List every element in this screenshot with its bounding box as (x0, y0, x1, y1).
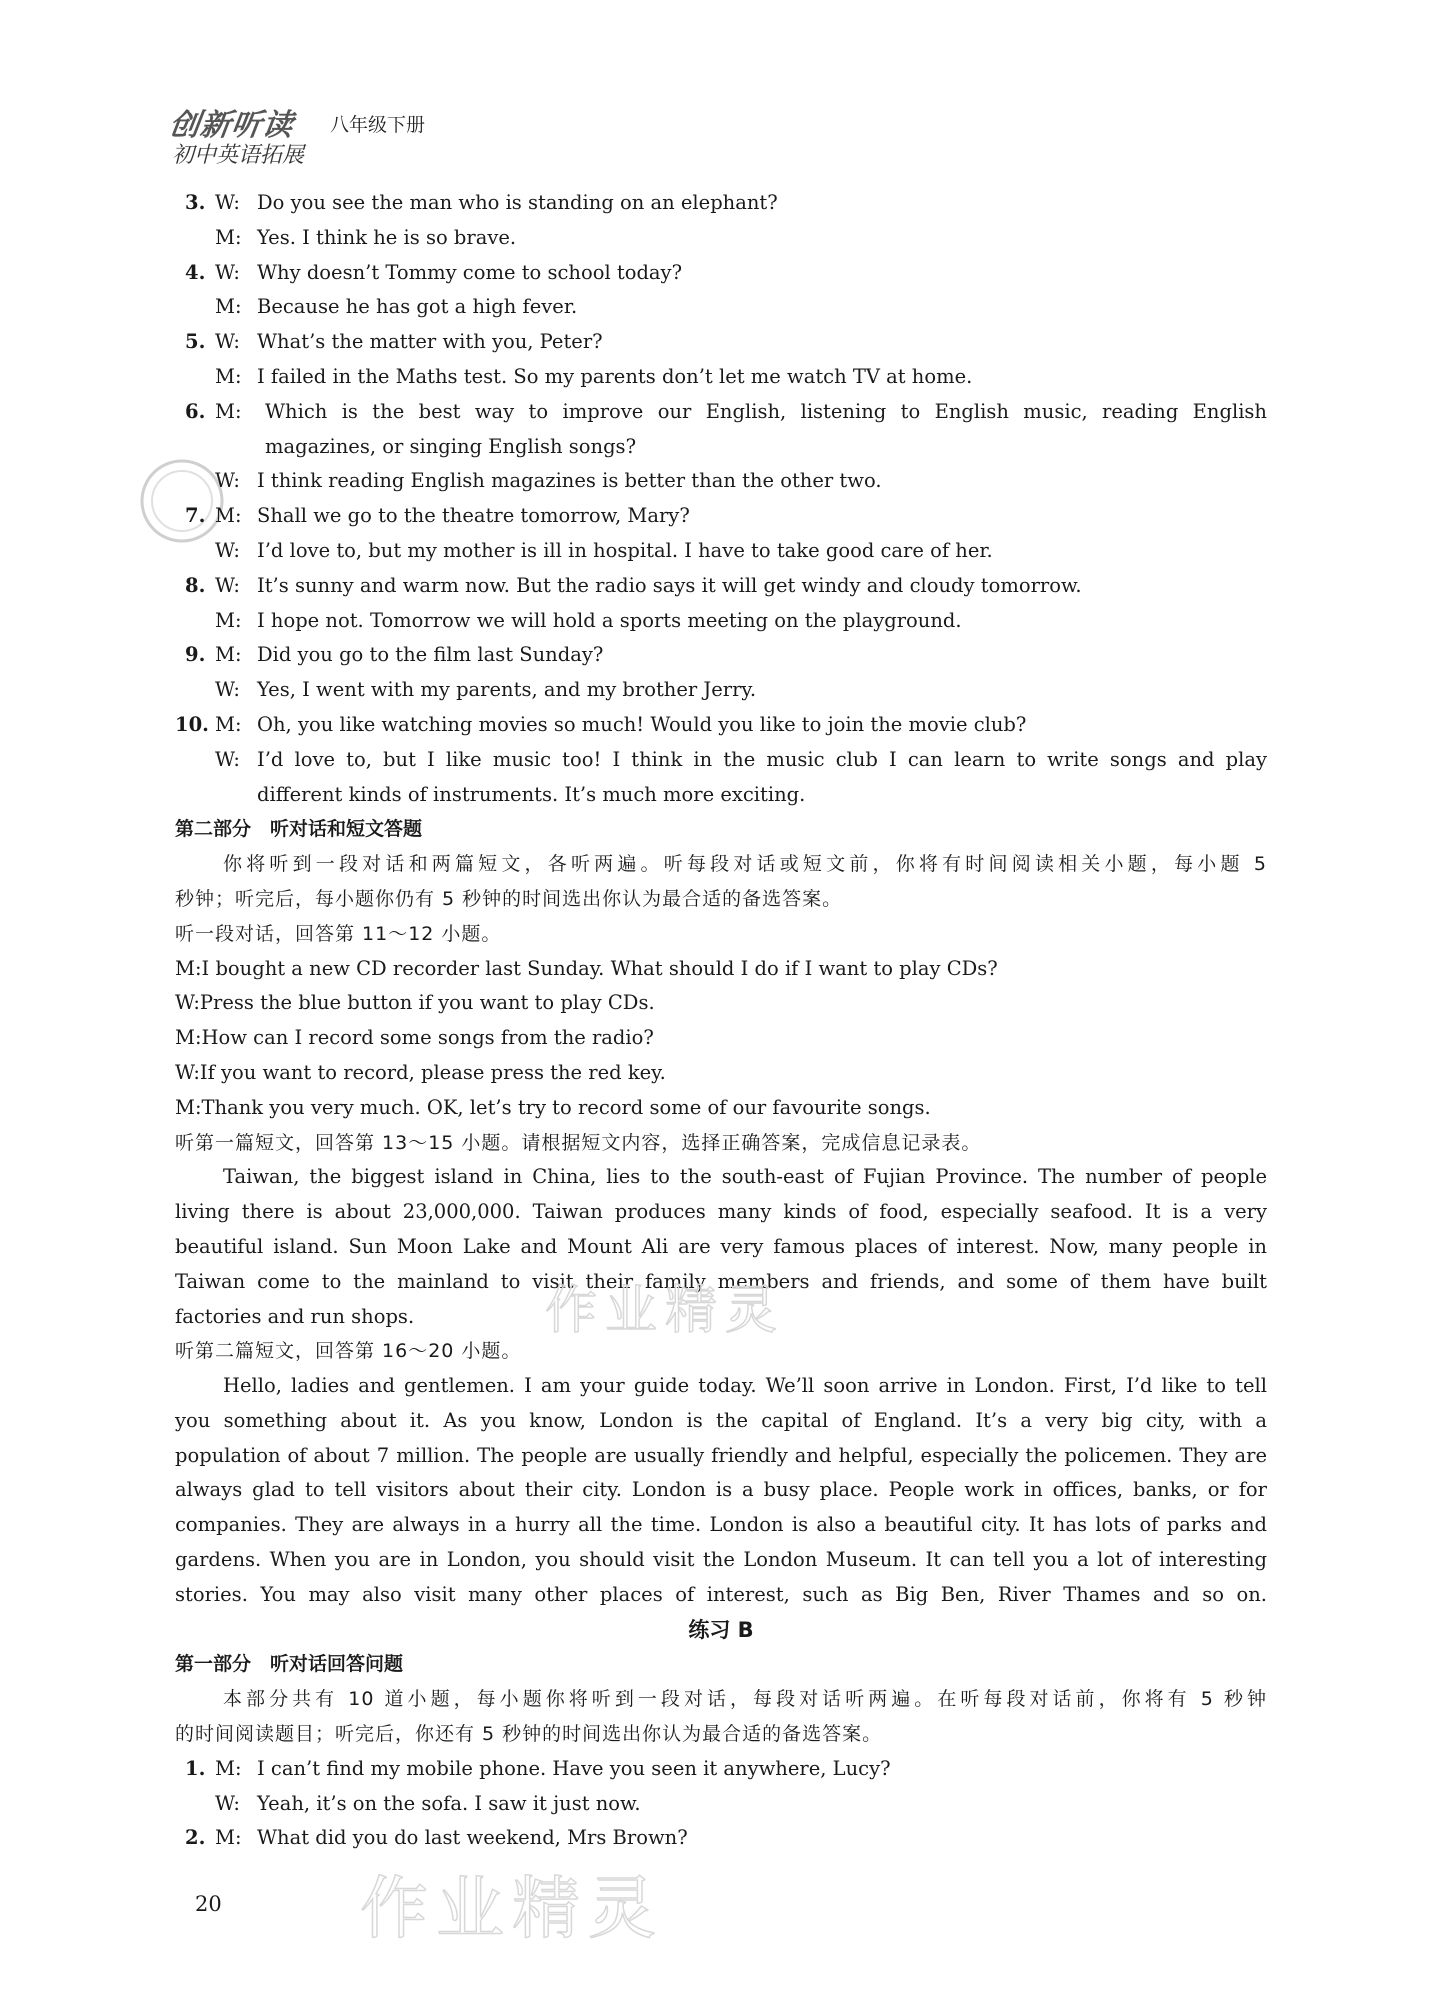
passage-line: Hello, ladies and gentlemen. I am your guide today. We’ll soon arrive in London. First, I’d like to tell (223, 1374, 1267, 1398)
dialog-line: 9. M: Did you go to the film last Sunday? (185, 643, 604, 667)
dialog-line: M: Because he has got a high fever. (215, 295, 578, 319)
dialog-line: 10. M: Oh, you like watching movies so much! Would you like to join the movie club? (175, 712, 1027, 736)
dialog-line: 5. W: What’s the matter with you, Peter? (185, 330, 603, 354)
passage-line: you something about it. As you know, London is the capital of England. It’s a very big city, with a (175, 1408, 1267, 1432)
dialog-line: 8. W: It’s sunny and warm now. But the radio says it will get windy and cloudy tomorrow. (185, 573, 1082, 597)
dialog-line: 2. M: What did you do last weekend, Mrs Brown? (185, 1826, 688, 1850)
passage-line: companies. They are always in a hurry all the time. London is also a beautiful city. It has lots of parks and (175, 1513, 1267, 1537)
dialog-line: W: Yeah, it’s on the sofa. I saw it just now. (215, 1791, 641, 1815)
dialog-line: W: I’d love to, but I like music too! I think in the music club I can learn to write songs and play (215, 747, 1267, 771)
page-content (175, 186, 1267, 1856)
dialog-line: W: Yes, I went with my parents, and my brother Jerry. (215, 678, 757, 702)
passage-line: gardens. When you are in London, you should visit the London Museum. It can tell you a lot of interesting (175, 1548, 1267, 1572)
instruction-line: 听一段对话，回答第 11～12 小题。 (175, 922, 502, 945)
instruction-line: 秒钟；听完后，每小题你仍有 5 秒钟的时间选出你认为最合适的备选答案。 (175, 887, 843, 910)
dialog-line: M:Thank you very much. OK, let’s try to record some of our favourite songs. (175, 1095, 931, 1119)
dialog-line: W: I think reading English magazines is better than the other two. (215, 469, 882, 493)
grade-label: 八年级下册 (330, 114, 426, 136)
dialog-line: 1. M: I can’t find my mobile phone. Have you seen it anywhere, Lucy? (185, 1756, 891, 1780)
book-subtitle: 初中英语拓展 (172, 143, 305, 168)
section-heading: 第一部分 听对话回答问题 (175, 1653, 404, 1676)
passage-line: beautiful island. Sun Moon Lake and Mount Ali are very famous places of interest. Now, many people in (175, 1234, 1267, 1258)
instruction-line: 的时间阅读题目；听完后，你还有 5 秒钟的时间选出你认为最合适的备选答案。 (175, 1723, 883, 1746)
dialog-line: magazines, or singing English songs? (265, 434, 637, 458)
dialog-line: 6. M: Which is the best way to improve our English, listening to English music, reading English (185, 399, 1267, 423)
page-number: 20 (195, 1892, 222, 1916)
dialog-line: W: I’d love to, but my mother is ill in hospital. I have to take good care of her. (215, 538, 993, 562)
instruction-line: 本部分共有 10 道小题，每小题你将听到一段对话，每段对话听两遍。在听每段对话前，你将有 5 秒钟 (223, 1688, 1267, 1711)
passage-line: Taiwan come to the mainland to visit their family members and friends, and some of them have built (175, 1269, 1267, 1293)
passage-line: always glad to tell visitors about their city. London is a busy place. People work in offices, banks, or for (175, 1478, 1267, 1502)
dialog-line: M: Yes. I think he is so brave. (215, 225, 517, 249)
section-heading: 第二部分 听对话和短文答题 (175, 818, 423, 841)
passage-line: population of about 7 million. The people are usually friendly and helpful, especially the policemen. They are (175, 1443, 1267, 1467)
dialog-line: 3. W: Do you see the man who is standing on an elephant? (185, 191, 778, 214)
dialog-line: M: I failed in the Maths test. So my parents don’t let me watch TV at home. (215, 364, 973, 388)
dialog-line: M: I hope not. Tomorrow we will hold a sports meeting on the playground. (215, 608, 962, 632)
passage-line: stories. You may also visit many other places of interest, such as Big Ben, River Thames and so on. (175, 1582, 1267, 1606)
instruction-line: 听第一篇短文，回答第 13～15 小题。请根据短文内容，选择正确答案，完成信息记录表。 (175, 1131, 982, 1154)
exercise-title: 练习 B (688, 1617, 754, 1642)
watermark: 作业精灵 (360, 1870, 665, 1949)
passage-line: factories and run shops. (175, 1304, 415, 1328)
brand-logo: 创新听读 (167, 108, 296, 143)
dialog-line: W:If you want to record, please press the red key. (175, 1060, 666, 1084)
passage-line: living there is about 23,000,000. Taiwan produces many kinds of food, especially seafood. It is a very (175, 1200, 1267, 1224)
dialog-line: M:How can I record some songs from the radio? (175, 1026, 654, 1050)
dialog-line: M:I bought a new CD recorder last Sunday. What should I do if I want to play CDs? (175, 956, 998, 980)
dialog-line: different kinds of instruments. It’s much more exciting. (257, 782, 806, 806)
passage-line: Taiwan, the biggest island in China, lies to the south-east of Fujian Province. The number of people (223, 1165, 1267, 1189)
instruction-line: 你将听到一段对话和两篇短文，各听两遍。听每段对话或短文前，你将有时间阅读相关小题，每小题 5 (223, 853, 1267, 876)
dialog-line: 7. M: Shall we go to the theatre tomorrow, Mary? (185, 504, 690, 528)
watermark: 作业精灵 (545, 1281, 786, 1341)
dialog-line: W:Press the blue button if you want to play CDs. (175, 991, 655, 1015)
instruction-line: 听第二篇短文，回答第 16～20 小题。 (175, 1340, 522, 1363)
dialog-line: 4. W: Why doesn’t Tommy come to school today? (185, 260, 683, 284)
